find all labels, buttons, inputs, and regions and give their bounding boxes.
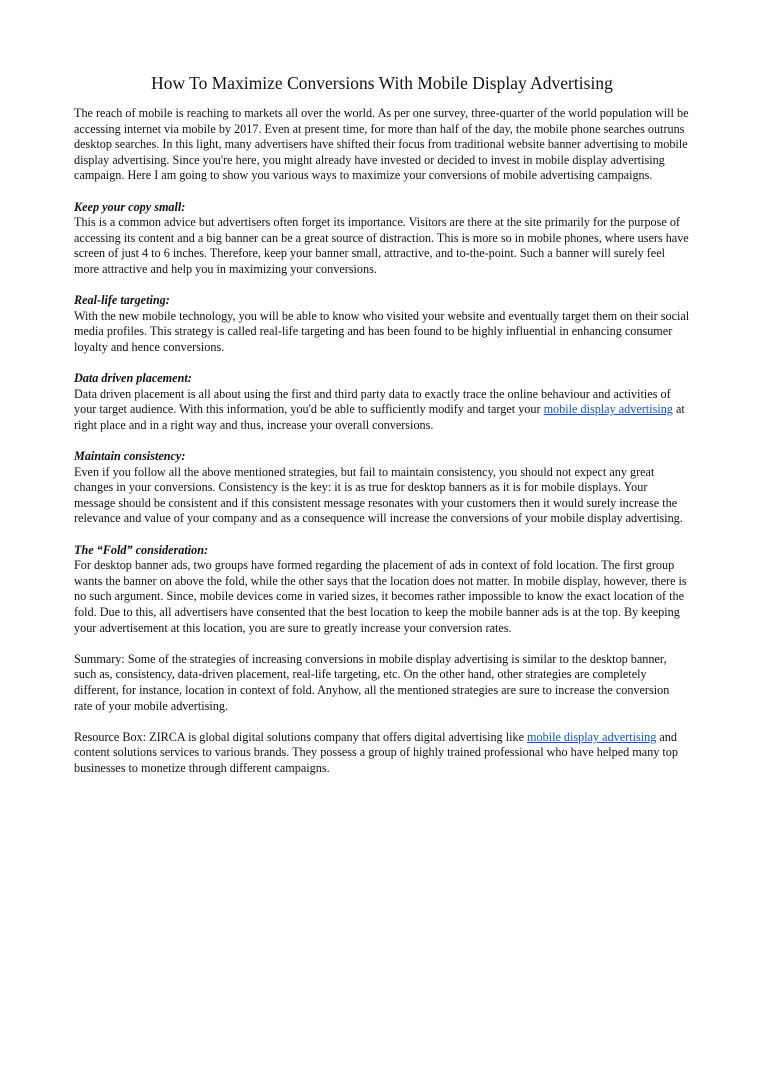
section-consistency [74, 449, 690, 527]
section-heading: Data driven placement: [74, 371, 192, 386]
resource-box-link[interactable]: mobile display advertising [527, 729, 657, 744]
section-body-start: Data driven placement is all about using the first and third party data to exactly trace the online behaviour and activities of your target audience. With this information, you'd be able to sufficiently modify and target your [74, 386, 671, 417]
section-heading: The “Fold” consideration: [74, 542, 209, 557]
resource-box-paragraph [74, 730, 690, 777]
document-page [74, 72, 690, 792]
section-real-life [74, 293, 690, 355]
section-heading: Keep your copy small: [74, 199, 186, 214]
section-copy-small [74, 200, 690, 278]
section-body: For desktop banner ads, two groups have formed regarding the placement of ads in context of fold location. The first group wants the banner on above the fold, while the other says that the location does not matter. In mobile display, however, there is no such argument. Since, mobile devices come in varied sizes, it becomes rather impossible to know the exact location of the fold. Due to this, all advertisers have consented that the best location to keep the mobile banner ads is at the top. By keeping your advertisement at this location, you are sure to greatly increase your conversion rates. [74, 558, 687, 635]
section-fold [74, 543, 690, 637]
section-body: Even if you follow all the above mentioned strategies, but fail to maintain consistency, you should not expect any great changes in your conversions. Consistency is the key: it is as true for desktop banners as it is for mobile displays. Your message should be consistent and if this consistent message resonates with your customers then it would surely increase the relevance and value of your company and as a consequence will increase the conversions of your mobile display advertising. [74, 464, 683, 526]
resource-box-end: and content solutions services to various brands. They possess a group of highly trained professional who have helped many top businesses to monetize through different campaigns. [74, 729, 678, 775]
section-data-driven [74, 371, 690, 433]
mobile-display-advertising-link[interactable]: mobile display advertising [543, 402, 673, 417]
resource-box-start: Resource Box: ZIRCA is global digital solutions company that offers digital advertising like [74, 729, 528, 744]
page-title: How To Maximize Conversions With Mobile Display Advertising [151, 73, 613, 93]
section-heading: Maintain consistency: [74, 449, 186, 464]
summary-paragraph: Summary: Some of the strategies of increasing conversions in mobile display advertising is similar to the desktop banner, such as, consistency, data-driven placement, real-life targeting, etc. On the other hand, other strategies are completely different, for instance, location in context of fold. Anyhow, all the mentioned strategies are sure to increase the conversion rate of your mobile advertising. [74, 651, 670, 713]
section-body-end: at right place and in a right way and thus, increase your overall conversions. [74, 402, 685, 432]
intro-paragraph: The reach of mobile is reaching to markets all over the world. As per one survey, three-quarter of the world population will be accessing internet via mobile by 2017. Even at present time, for more than half of the day, the mobile phone searches outruns desktop searches. In this light, many advertisers have shifted their focus from traditional website banner advertising to mobile display advertising. Since you're here, you might already have invested or decided to invest in mobile display advertising campaign. Here I am going to show you various ways to maximize your conversions of mobile advertising campaigns. [74, 106, 689, 183]
section-heading: Real-life targeting: [74, 293, 170, 308]
section-body: With the new mobile technology, you will be able to know who visited your website and eventually target them on their social media profiles. This strategy is called real-life targeting and has been found to be highly influential in enhancing consumer loyalty and hence conversions. [74, 308, 690, 354]
section-body: This is a common advice but advertisers often forget its importance. Visitors are there at the site primarily for the purpose of accessing its content and a big banner can be a great source of distraction. This is more so in mobile phones, where users have screen of just 4 to 6 inches. Therefore, keep your banner small, attractive, and to-the-point. Such a banner will surely feel more attractive and help you in maximizing your conversions. [74, 215, 689, 276]
